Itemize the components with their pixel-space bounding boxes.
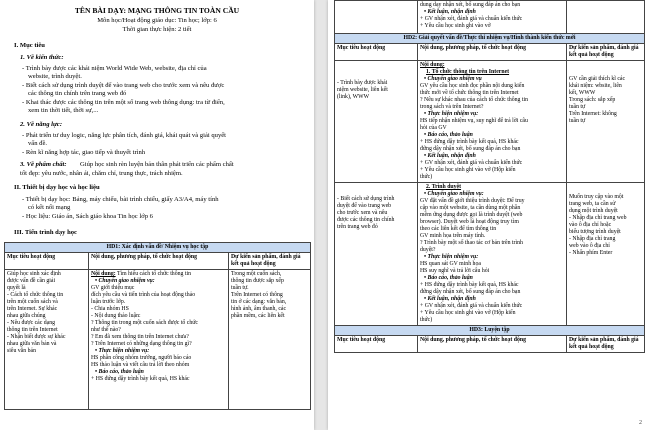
cell-line: HS tiếp nhận nhiệm vụ, suy nghĩ để trả lời câu [420,118,528,124]
lesson-title: TÊN BÀI DẠY: MẠNG THÔNG TIN TOÀN CẦU [74,6,240,15]
cell-line: - Nhấn phím Enter [569,250,613,256]
cell-line: thức) [420,317,433,323]
cell-line: duyệt? [420,247,436,253]
cell-line: - Nhập địa chỉ trang web [569,215,627,221]
cell-line: kết, WWW [569,90,596,96]
cell-line: vào ô địa chỉ hoặc [569,222,612,228]
cell-line: duyệt để vào trang web [337,203,392,209]
column-header: Mục tiêu hoạt động [335,336,418,353]
cell-line: - Biết cách sử dụng trình [337,196,395,202]
cell-line: Trên Internet: không [569,111,617,117]
cell-line: hỏi của GV [420,125,447,131]
cell-line: biểu tượng trình duyệt [569,229,621,235]
content-label-rest: Tìm hiểu cách tổ chức thông tin [115,271,191,277]
cell-line: tuần tự [569,104,586,110]
cell-line: ? Nêu sự khác nhau của cách tổ chức thông tin [420,97,529,103]
section-heading-organization: 1. Tổ chức thông tin trên Internet [426,69,510,75]
cell-line: Trên Internet có thông [231,292,283,298]
knowledge-heading: 1. Về kiến thức: [20,54,64,61]
cell-line: như thế nào? [91,327,121,333]
cell-line: luận trước lớp. [91,299,126,305]
list-item: - Phát triển tư duy logic, năng lực phân tích, đánh giá, khái quát và giải quyết [22,132,226,139]
product-cell [567,61,645,183]
list-item: website, trình duyệt. [28,73,82,81]
document-page-1 [0,0,314,430]
subject-line: Môn học/Hoạt động giáo dục: Tin học; lớp: 6 [97,17,217,24]
column-header: Dự kiến sản phẩm, đánh giá kết quả hoạt động [567,336,645,353]
cell-line: tuần tự. [231,285,249,291]
cell-line: + Yêu cầu học sinh ghi vào vở [420,23,491,29]
list-item: vấn đề. [28,140,48,148]
column-header: Nội dung, phương pháp, tổ chức hoạt động [418,336,567,353]
cell-line: cho trước xem và nêu [337,210,388,216]
cell-line: tin ở các dạng: văn bản, [231,299,287,305]
cell-line: - Nêu được các dạng [7,320,56,326]
objective-cell [335,61,418,183]
cell-line: tuần tự [569,118,586,124]
document-page-2 [328,0,650,430]
cell-line: phần mềm, các liên kết [231,313,285,319]
cell-line: + GV nhận xét, đánh giá và chuẩn kiến thức [420,303,523,309]
cell-line: quyết là [7,285,26,291]
cell-line: được vấn đề cần giải [7,278,56,284]
cell-line: + Yêu cầu học sinh ghi vào vở (Hộp kiến [420,310,516,316]
cell-line: trên một cuốn sách và [7,299,58,305]
cell-line: GV minh họa trên máy tính. [420,233,486,239]
list-item: có kết nối mạng [28,204,71,212]
content-cell [418,1,567,34]
step-heading: • Báo cáo, thảo luận [424,275,473,281]
step-heading: • Chuyển giao nhiệm vụ: [95,278,155,284]
list-item: - Thiết bị dạy học: Bảng, máy chiếu, bài trình chiếu, giấy A3/A4, máy tính [22,196,219,203]
cell-line: ? Trên Internet có những dạng thông tin gì? [91,341,192,347]
list-item: - Biết cách sử dụng trình duyệt để vào trang web cho trước xem và nêu được [22,81,225,89]
cell-line: đứng dậy nhận xét, bổ sung đáp án cho bạn [420,146,521,152]
list-item: xem tin thời tiết, thời sự,... [28,107,99,115]
band-hd3: HD3: Luyện tập [335,326,645,336]
cell-line: + GV nhận xét, đánh giá và chuẩn kiến thức [420,160,523,166]
ability-list [22,132,307,157]
cell-line: được các thông tin chính [337,217,395,223]
product-cell [567,1,645,34]
step-heading: • Chuyển giao nhiệm vụ [424,76,482,82]
step-heading: • Kết luận, nhận định [424,296,476,302]
quality-text: Giúp học sinh rèn luyện bản thân phát triển các phẩm chất [80,161,234,168]
cell-line: siêu văn bản [7,348,36,354]
page-number: 2 [639,420,642,426]
list-item: - Học liệu: Giáo án, Sách giáo khoa Tin học lớp 6 [22,212,153,220]
step-heading: • Thực hiện nhiệm vụ: [95,348,150,354]
objective-cell [335,1,418,34]
section-process: III. Tiến trình dạy học [14,229,77,236]
cell-line: thức) [420,174,433,180]
column-header: Nội dung, phương pháp, tổ chức hoạt động [89,253,229,270]
cell-line: hình ảnh, âm thanh, các [231,306,287,312]
quality-text-2: tốt đẹp: yêu nước, nhân ái, chăm chỉ, trung thực, trách nhiệm. [20,170,183,177]
step-heading: • Chuyển giao nhiệm vụ: [424,191,484,197]
cell-line: thông tin trên Internet [7,327,58,333]
cell-line: GV yêu cầu học sinh đọc phần nội dung kiến [420,83,525,89]
cell-line: + HS đứng dậy trình bày kết quả, HS khác [91,376,190,382]
band-hd1: HD1: Xác định vấn đề/ Nhiệm vụ học tập [5,243,311,253]
section-heading-browser: 2. Trình duyệt [426,184,462,190]
cell-line: nhau giữa văn bản và [7,341,57,347]
cell-line: dung dạy nhận xét, bổ sung đáp án cho bạn [420,2,521,8]
list-item: - Khai thác được các thông tin trên một số trang web thông dụng: tra từ điển, [22,98,225,106]
product-cell [567,183,645,326]
cell-line: - Chia nhóm HS [91,306,129,312]
cell-line: + Yêu cầu học sinh ghi vào vở (Hộp kiến [420,167,516,173]
cell-line: - Nhập địa chỉ trang [569,236,616,242]
column-header: Mục tiêu hoạt động [5,253,89,270]
cell-line: - Nhận biết được sự khác [7,334,66,340]
list-item: các thông tin chính trên trang web đó [28,90,127,98]
product-cell [229,270,311,410]
activity-table-hd1 [4,242,311,410]
cell-line: trên trang web đó [337,224,378,230]
quality-heading: 3. Về phẩm chất: [20,161,67,168]
cell-line: nhau giữa chúng [7,313,46,319]
column-header: Mục tiêu hoạt động [335,44,418,61]
column-header: Dự kiến sản phẩm, đánh giá kết quả hoạt động [229,253,311,270]
cell-line: niệm website, liên kết [337,87,388,93]
column-header: Nội dung, phương pháp, tổ chức hoạt động [418,44,567,61]
cell-line: trang web, ta cần sử [569,201,616,207]
section-objectives: I. Mục tiêu [14,42,45,49]
list-item: - Rèn kĩ năng hợp tác, giao tiếp và thuyết trình [22,148,146,156]
objective-cell [5,270,89,410]
content-label: Nội dung: [420,62,445,68]
cell-line: + HS đứng dậy trình bày kết quả, HS khác [420,139,519,145]
cell-line: dụng một trình duyệt [569,208,618,214]
cell-line: HS thảo luận và viết câu trả lời theo nhóm [91,362,190,368]
step-heading: • Báo cáo, thảo luận [424,132,473,138]
cell-line: - Trình bày được khái [337,80,388,86]
cell-line: browser). Duyệt web là hoạt động truy tìm [420,219,519,225]
cell-line: HS suy nghĩ và trả lời câu hỏi [420,268,490,274]
cell-line: + GV nhận xét, đánh giá và chuẩn kiến thức [420,16,523,22]
cell-line: cập vào một website, ta cần dùng một phần [420,205,521,211]
cell-line: Trong một cuốn sách, [231,271,282,277]
content-cell [89,270,229,410]
cell-line: GV cần giải thích kĩ các [569,76,626,82]
content-label: Nội dung: [91,271,116,277]
cell-line: GV giới thiệu mục [91,285,135,291]
cell-line: - Nội dung thảo luận: [91,313,141,319]
cell-line: Muốn truy cập vào một [569,194,624,200]
cell-line: HS phân công nhóm trưởng, người báo cáo [91,355,192,361]
cell-line: (link), WWW [337,94,370,100]
ability-heading: 2. Về năng lực: [20,121,63,128]
cell-line: theo các liên kết để tìm thông tin [420,226,497,232]
list-item: - Trình bày được các khái niệm World Wide Web, website, địa chỉ của [22,65,207,72]
cell-line: Trong sách: sắp xếp [569,97,616,103]
cell-line: khái niệm: wbsite, liên [569,83,622,89]
cell-line: đích yêu cầu và tiến trình của hoạt động thảo [91,292,196,298]
column-header: Dự kiến sản phẩm, đánh giá kết quả hoạt động [567,44,645,61]
cell-line: đứng dậy nhận xét, bổ sung đáp án cho bạn [420,289,521,295]
cell-line: thông tin được sắp xếp [231,278,284,284]
cell-line: ? Em đã xem thông tin trên Internet chưa? [91,334,189,340]
equipment-list [22,196,307,221]
cell-line: ? Thông tin trong một cuốn sách được tổ chức [91,320,198,326]
cell-line: HS quan sát GV minh họa [420,261,481,267]
cell-line: Giúp học sinh xác định [7,271,61,277]
cell-line: trong sách và trên Internet? [420,104,484,110]
step-heading: • Thực hiện nhiệm vụ: [424,254,479,260]
cell-line: - Cách tổ chức thông tin [7,292,64,298]
content-cell [418,61,567,183]
cell-line: trên Internet. Sự khác [7,306,58,312]
activity-table-continued [334,0,645,353]
cell-line: ? Trình bày một số thao tác cơ bản trên trình [420,240,523,246]
cell-line: GV đặt vấn đề giới thiệu trình duyệt: Để truy [420,198,525,204]
duration-line: Thời gian thực hiện: 2 tiết [122,26,192,33]
step-heading: • Thực hiện nhiệm vụ: [424,111,479,117]
step-heading: • Kết luận, nhận định [424,9,476,15]
step-heading: • Báo cáo, thảo luận [95,369,144,375]
cell-line: web vào ô địa chỉ [569,243,610,249]
section-equipment: II. Thiết bị dạy học và học liệu [14,184,100,191]
cell-line: + HS đứng dậy trình bày kết quả, HS khác [420,282,519,288]
band-hd2: HD2: Giải quyết vấn đề/Thực thi nhiệm vụ/Hình thành kiến thức mới [335,34,645,44]
step-heading: • Kết luận, nhận định [424,153,476,159]
objective-cell [335,183,418,326]
cell-line: mềm ứng dụng được gọi là trình duyệt (web [420,212,523,218]
cell-line: thức mới về tổ chức thông tin trên Internet [420,90,519,96]
content-cell [418,183,567,326]
knowledge-list [22,65,307,115]
